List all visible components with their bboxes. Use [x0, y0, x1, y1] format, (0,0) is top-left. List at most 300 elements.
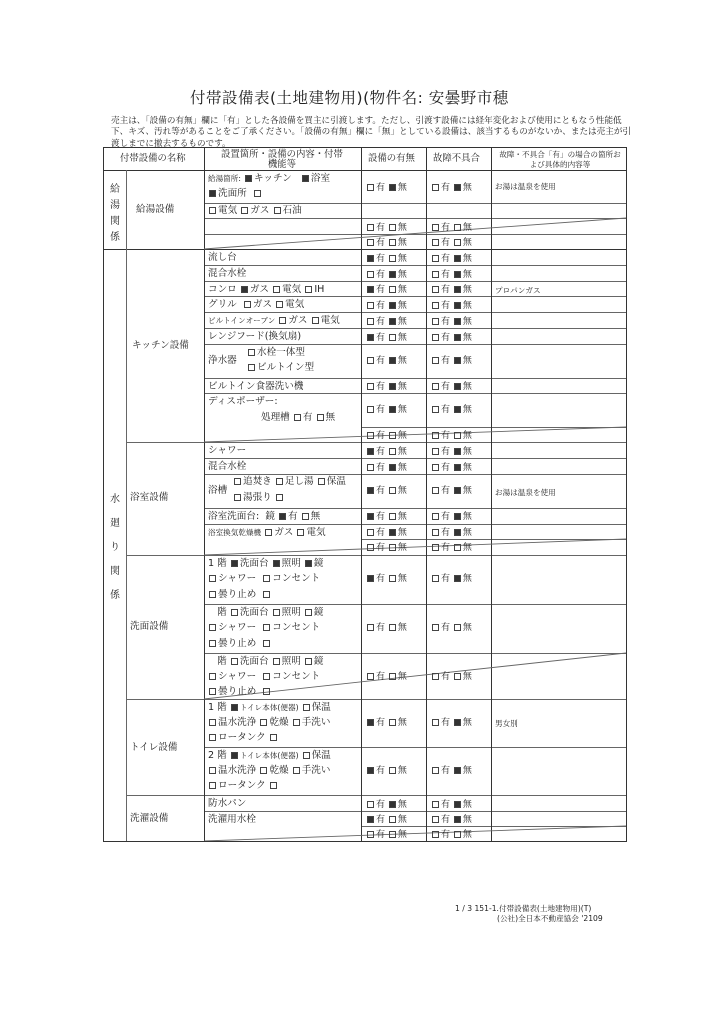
tank-no-checkbox[interactable]	[317, 414, 324, 421]
category-hotwater: 給湯関係	[110, 184, 120, 243]
hotwater-other-checkbox[interactable]	[254, 190, 261, 197]
fault-cell	[431, 316, 475, 328]
presence-no-checkbox[interactable]	[389, 513, 396, 520]
w1-basin-label: 洗面台	[239, 558, 269, 569]
presence-yes-checkbox[interactable]	[367, 544, 374, 551]
presence-yes-checkbox[interactable]	[367, 575, 374, 582]
fault-yes-checkbox[interactable]	[432, 575, 439, 582]
oven-gas-label: ガス	[288, 315, 308, 326]
presence-no-checkbox[interactable]	[389, 673, 396, 680]
t2-dry-checkbox[interactable]	[260, 767, 267, 774]
fault-yes-checkbox[interactable]	[432, 184, 439, 191]
presence-no-checkbox[interactable]	[389, 544, 396, 551]
presence-no-checkbox[interactable]	[389, 184, 396, 191]
presence-no-checkbox[interactable]	[389, 464, 396, 471]
fault-yes-checkbox[interactable]	[432, 224, 439, 231]
presence-yes-checkbox[interactable]	[367, 529, 374, 536]
presence-cell	[366, 573, 410, 585]
washroom2-row2	[208, 622, 320, 634]
hotwater-electric-checkbox[interactable]	[209, 207, 216, 214]
kitchen-oven-row	[208, 315, 340, 327]
fault-no-checkbox[interactable]	[454, 286, 461, 293]
presence-cell	[366, 814, 410, 826]
t1-other-checkbox[interactable]	[270, 734, 277, 741]
w1-other-checkbox[interactable]	[263, 591, 270, 598]
presence-no-checkbox[interactable]	[389, 529, 396, 536]
w2-shower-checkbox[interactable]	[209, 624, 216, 631]
group-washroom: 洗面設備	[130, 621, 169, 632]
stove-gas-label: ガス	[249, 284, 270, 295]
presence-no-label: 無	[397, 528, 407, 538]
fault-yes-checkbox[interactable]	[432, 383, 439, 390]
presence-yes-label: 有	[376, 718, 386, 728]
presence-no-label: 無	[397, 672, 407, 682]
stove-gas-checkbox[interactable]	[241, 286, 248, 293]
fault-yes-checkbox[interactable]	[432, 334, 439, 341]
presence-yes-checkbox[interactable]	[367, 383, 374, 390]
fault-no-checkbox[interactable]	[454, 831, 461, 838]
presence-yes-label: 有	[376, 815, 386, 825]
fault-no-label: 無	[462, 623, 472, 633]
presence-no-checkbox[interactable]	[389, 624, 396, 631]
stove-elec-label: 電気	[282, 284, 302, 295]
toilet2-row1	[208, 750, 331, 762]
presence-yes-label: 有	[376, 238, 386, 248]
fault-no-checkbox[interactable]	[454, 719, 461, 726]
presence-no-label: 無	[397, 223, 407, 233]
presence-yes-checkbox[interactable]	[367, 224, 374, 231]
fault-cell	[431, 446, 475, 458]
washroom1-row1	[208, 558, 324, 570]
keepwarm-checkbox[interactable]	[318, 478, 325, 485]
presence-no-checkbox[interactable]	[389, 302, 396, 309]
presence-no-checkbox[interactable]	[389, 224, 396, 231]
fault-no-label: 無	[462, 815, 472, 825]
notice-text: 売主は、「設備の有無」欄に「有」とした各設備を買主に引渡します。ただし、引渡す設備には経年変化および使用にともなう性能低下、キズ、汚れ等があることをご了承ください。「設備の有無」欄に「無」としている設備は、該当するものがないか、または売主が引渡しまでに撤去するものです。	[111, 116, 632, 149]
fault-yes-label: 有	[441, 447, 451, 457]
fault-no-checkbox[interactable]	[454, 302, 461, 309]
fault-yes-checkbox[interactable]	[432, 624, 439, 631]
fault-no-checkbox[interactable]	[454, 271, 461, 278]
presence-yes-label: 有	[376, 356, 386, 366]
presence-yes-checkbox[interactable]	[367, 184, 374, 191]
fault-yes-checkbox[interactable]	[432, 816, 439, 823]
presence-no-checkbox[interactable]	[389, 575, 396, 582]
presence-no-checkbox[interactable]	[389, 334, 396, 341]
fault-yes-checkbox[interactable]	[432, 719, 439, 726]
w3-shower-checkbox[interactable]	[209, 673, 216, 680]
hotwater-washroom-checkbox[interactable]	[209, 190, 216, 197]
purifier-a-checkbox[interactable]	[248, 349, 255, 356]
fault-yes-checkbox[interactable]	[432, 432, 439, 439]
presence-yes-label: 有	[376, 285, 386, 295]
w1-light-label: 照明	[281, 558, 301, 569]
presence-no-checkbox[interactable]	[389, 719, 396, 726]
floor-unit-label: 階	[217, 607, 227, 618]
fault-yes-checkbox[interactable]	[432, 357, 439, 364]
fault-cell	[431, 717, 475, 729]
presence-no-checkbox[interactable]	[389, 271, 396, 278]
fault-no-label: 無	[462, 672, 472, 682]
w3-antifog-label: 曇り止め	[218, 686, 257, 697]
fault-no-checkbox[interactable]	[454, 487, 461, 494]
fault-no-checkbox[interactable]	[454, 544, 461, 551]
kitchen-purifier-label: 浄水器	[208, 355, 237, 366]
presence-no-checkbox[interactable]	[389, 318, 396, 325]
toilet1-row3	[208, 732, 279, 744]
t1-dry-label: 乾燥	[269, 717, 289, 728]
topup-checkbox[interactable]	[276, 478, 283, 485]
presence-yes-checkbox[interactable]	[367, 816, 374, 823]
fault-no-label: 無	[462, 317, 472, 327]
dryer-elec-checkbox[interactable]	[297, 529, 304, 536]
presence-yes-checkbox[interactable]	[367, 831, 374, 838]
t2-body-checkbox[interactable]	[231, 752, 238, 759]
fault-no-checkbox[interactable]	[454, 334, 461, 341]
toilet-note: 男女別	[495, 719, 518, 728]
fault-no-checkbox[interactable]	[454, 673, 461, 680]
presence-yes-checkbox[interactable]	[367, 302, 374, 309]
w3-mirror-checkbox[interactable]	[305, 658, 312, 665]
fault-no-checkbox[interactable]	[454, 184, 461, 191]
fault-yes-checkbox[interactable]	[432, 529, 439, 536]
w3-basin-label: 洗面台	[239, 656, 269, 667]
fault-cell	[431, 829, 475, 841]
footer-doc-id: 1 / 3 151-1.付帯設備表(土地建物用)(T)	[455, 904, 592, 913]
t2-lowtank-label: ロータンク	[218, 780, 266, 791]
presence-no-label: 無	[397, 766, 407, 776]
presence-cell	[366, 316, 410, 328]
fault-no-checkbox[interactable]	[454, 357, 461, 364]
presence-yes-label: 有	[376, 223, 386, 233]
stove-ih-label: IH	[314, 284, 325, 295]
presence-cell	[366, 622, 410, 634]
t2-keepwarm-label: 保温	[311, 750, 331, 761]
presence-yes-checkbox[interactable]	[367, 239, 374, 246]
fault-yes-checkbox[interactable]	[432, 513, 439, 520]
fault-no-label: 無	[462, 333, 472, 343]
presence-yes-checkbox[interactable]	[367, 464, 374, 471]
fault-no-checkbox[interactable]	[454, 767, 461, 774]
fault-yes-checkbox[interactable]	[432, 318, 439, 325]
bath-dryer-label: 浴室換気乾燥機	[208, 528, 262, 537]
fault-yes-checkbox[interactable]	[432, 767, 439, 774]
presence-no-label: 無	[397, 574, 407, 584]
presence-yes-label: 有	[376, 463, 386, 473]
fault-yes-checkbox[interactable]	[432, 406, 439, 413]
w1-light-checkbox[interactable]	[273, 560, 280, 567]
fault-cell	[431, 182, 475, 194]
w1-mirror-checkbox[interactable]	[305, 560, 312, 567]
floor-unit-label: 階	[217, 656, 227, 667]
reheat-checkbox[interactable]	[234, 478, 241, 485]
w2-light-checkbox[interactable]	[273, 609, 280, 616]
presence-no-label: 無	[397, 431, 407, 441]
hotwater-gas-checkbox[interactable]	[241, 207, 248, 214]
presence-no-label: 無	[397, 800, 407, 810]
w2-outlet-checkbox[interactable]	[263, 624, 270, 631]
presence-no-label: 無	[397, 270, 407, 280]
presence-cell	[366, 355, 410, 367]
presence-no-label: 無	[397, 830, 407, 840]
grill-elec-checkbox[interactable]	[276, 301, 283, 308]
stove-elec-checkbox[interactable]	[273, 286, 280, 293]
bath-other-checkbox[interactable]	[276, 494, 283, 501]
hotwater-washroom-row	[208, 188, 263, 200]
fault-yes-checkbox[interactable]	[432, 673, 439, 680]
presence-no-checkbox[interactable]	[389, 432, 396, 439]
fault-no-checkbox[interactable]	[454, 624, 461, 631]
fault-yes-checkbox[interactable]	[432, 487, 439, 494]
presence-no-checkbox[interactable]	[389, 801, 396, 808]
fault-no-checkbox[interactable]	[454, 575, 461, 582]
presence-yes-checkbox[interactable]	[367, 432, 374, 439]
fault-cell	[431, 573, 475, 585]
mirror-no-checkbox[interactable]	[302, 513, 309, 520]
bath-tub-options-row	[233, 476, 346, 488]
presence-yes-checkbox[interactable]	[367, 271, 374, 278]
oven-gas-checkbox[interactable]	[279, 317, 286, 324]
category-water: 水廻り関係	[110, 494, 120, 601]
tank-yes-checkbox[interactable]	[294, 414, 301, 421]
group-hotwater: 給湯設備	[136, 204, 175, 215]
fault-no-checkbox[interactable]	[454, 239, 461, 246]
presence-cell	[366, 511, 410, 523]
keepwarm-label: 保温	[326, 476, 346, 487]
fault-yes-checkbox[interactable]	[432, 831, 439, 838]
kitchen-stove-label: コンロ	[208, 284, 237, 295]
presence-no-label: 無	[397, 254, 407, 264]
bath-dryer-row	[208, 527, 326, 539]
presence-no-label: 無	[397, 447, 407, 457]
presence-yes-checkbox[interactable]	[367, 334, 374, 341]
w2-mirror-checkbox[interactable]	[305, 609, 312, 616]
presence-no-checkbox[interactable]	[389, 448, 396, 455]
presence-yes-label: 有	[376, 270, 386, 280]
floor-unit-label: 階	[217, 702, 227, 713]
t1-lowtank-label: ロータンク	[218, 732, 266, 743]
fault-yes-checkbox[interactable]	[432, 286, 439, 293]
fault-no-checkbox[interactable]	[454, 448, 461, 455]
fault-yes-checkbox[interactable]	[432, 302, 439, 309]
fault-no-checkbox[interactable]	[454, 383, 461, 390]
fault-yes-checkbox[interactable]	[432, 255, 439, 262]
presence-yes-checkbox[interactable]	[367, 406, 374, 413]
fault-no-checkbox[interactable]	[454, 432, 461, 439]
presence-cell	[366, 542, 410, 554]
presence-yes-checkbox[interactable]	[367, 513, 374, 520]
presence-no-label: 無	[397, 543, 407, 553]
washroom2-row1	[208, 607, 324, 619]
washroom3-row2	[208, 671, 320, 683]
presence-yes-label: 有	[376, 447, 386, 457]
t1-keepwarm-checkbox[interactable]	[303, 704, 310, 711]
presence-no-label: 無	[397, 486, 407, 496]
group-toilet: トイレ設備	[130, 742, 178, 753]
fault-no-checkbox[interactable]	[454, 464, 461, 471]
toilet2-row2	[208, 765, 330, 777]
w3-outlet-checkbox[interactable]	[263, 673, 270, 680]
presence-no-checkbox[interactable]	[389, 831, 396, 838]
t1-washlet-checkbox[interactable]	[209, 719, 216, 726]
presence-no-label: 無	[397, 512, 407, 522]
oven-elec-checkbox[interactable]	[312, 317, 319, 324]
presence-no-label: 無	[397, 405, 407, 415]
header-fault: 故障不具合	[433, 153, 480, 164]
hotwater-oil-checkbox[interactable]	[274, 207, 281, 214]
presence-no-label: 無	[397, 317, 407, 327]
t2-other-checkbox[interactable]	[270, 782, 277, 789]
bath-mirror-label: 鏡	[265, 511, 275, 522]
fault-no-label: 無	[462, 270, 472, 280]
dryer-gas-checkbox[interactable]	[265, 529, 272, 536]
t1-handwash-label: 手洗い	[301, 717, 331, 728]
fault-cell	[431, 622, 475, 634]
presence-yes-label: 有	[376, 382, 386, 392]
hotwater-note: お湯は温泉を使用	[495, 182, 556, 191]
floor-unit-label: 階	[217, 750, 227, 761]
bath-tub-label: 浴槽	[208, 485, 228, 496]
fault-yes-checkbox[interactable]	[432, 801, 439, 808]
w1-basin-checkbox[interactable]	[231, 560, 238, 567]
w2-light-label: 照明	[281, 607, 301, 618]
presence-yes-checkbox[interactable]	[367, 767, 374, 774]
presence-cell	[366, 182, 410, 194]
fault-cell	[431, 511, 475, 523]
presence-yes-label: 有	[376, 183, 386, 193]
t1-dry-checkbox[interactable]	[260, 719, 267, 726]
kitchen-grill-row	[208, 299, 304, 311]
t2-keepwarm-checkbox[interactable]	[303, 752, 310, 759]
fault-no-label: 無	[462, 254, 472, 264]
fault-yes-label: 有	[441, 830, 451, 840]
presence-yes-checkbox[interactable]	[367, 487, 374, 494]
w2-basin-checkbox[interactable]	[231, 609, 238, 616]
fault-no-label: 無	[462, 718, 472, 728]
kitchen-hood-label: レンジフード(換気扇)	[208, 331, 302, 342]
hotwater-kitchen-checkbox[interactable]	[245, 175, 252, 182]
w1-shower-label: シャワー	[218, 573, 257, 584]
toilet1-row1	[208, 702, 331, 714]
w3-other-checkbox[interactable]	[263, 688, 270, 695]
presence-yes-checkbox[interactable]	[367, 255, 374, 262]
presence-yes-checkbox[interactable]	[367, 448, 374, 455]
fault-no-checkbox[interactable]	[454, 406, 461, 413]
fault-no-label: 無	[462, 766, 472, 776]
presence-no-checkbox[interactable]	[389, 406, 396, 413]
t2-handwash-label: 手洗い	[301, 765, 331, 776]
fault-no-checkbox[interactable]	[454, 801, 461, 808]
presence-no-checkbox[interactable]	[389, 357, 396, 364]
kitchen-faucet-label: 混合水栓	[208, 268, 247, 279]
t2-washlet-checkbox[interactable]	[209, 767, 216, 774]
fault-yes-checkbox[interactable]	[432, 544, 439, 551]
purifier-a-row	[247, 347, 305, 359]
fault-yes-label: 有	[441, 718, 451, 728]
washroom3-row3	[208, 686, 272, 698]
stove-ih-checkbox[interactable]	[305, 286, 312, 293]
washroom1-row3	[208, 589, 272, 601]
w3-basin-checkbox[interactable]	[231, 658, 238, 665]
presence-cell	[366, 269, 410, 281]
t2-handwash-checkbox[interactable]	[293, 767, 300, 774]
presence-no-checkbox[interactable]	[389, 487, 396, 494]
w1-antifog-checkbox[interactable]	[209, 591, 216, 598]
presence-cell	[366, 717, 410, 729]
w1-shower-checkbox[interactable]	[209, 575, 216, 582]
fault-no-checkbox[interactable]	[454, 224, 461, 231]
presence-no-checkbox[interactable]	[389, 767, 396, 774]
presence-yes-checkbox[interactable]	[367, 318, 374, 325]
presence-cell	[366, 671, 410, 683]
fault-no-checkbox[interactable]	[454, 255, 461, 262]
header-content: 設置箇所・設備の内容・付帯機能等	[221, 149, 343, 170]
presence-yes-checkbox[interactable]	[367, 801, 374, 808]
presence-no-label: 無	[397, 183, 407, 193]
bath-vanity-label: 浴室洗面台:	[208, 511, 260, 522]
fault-yes-label: 有	[441, 285, 451, 295]
presence-no-checkbox[interactable]	[389, 255, 396, 262]
hotwater-bath-checkbox[interactable]	[302, 175, 309, 182]
w1-outlet-checkbox[interactable]	[263, 575, 270, 582]
fault-yes-label: 有	[441, 815, 451, 825]
fault-yes-checkbox[interactable]	[432, 239, 439, 246]
t1-handwash-checkbox[interactable]	[293, 719, 300, 726]
mirror-yes-checkbox[interactable]	[279, 513, 286, 520]
fault-cell	[431, 485, 475, 497]
w2-other-checkbox[interactable]	[263, 640, 270, 647]
t2-lowtank-checkbox[interactable]	[209, 782, 216, 789]
presence-no-checkbox[interactable]	[389, 286, 396, 293]
fault-yes-checkbox[interactable]	[432, 271, 439, 278]
presence-yes-checkbox[interactable]	[367, 357, 374, 364]
purifier-b-checkbox[interactable]	[248, 364, 255, 371]
w2-antifog-checkbox[interactable]	[209, 640, 216, 647]
fault-yes-label: 有	[441, 463, 451, 473]
fault-yes-checkbox[interactable]	[432, 448, 439, 455]
fault-no-checkbox[interactable]	[454, 513, 461, 520]
topup-label: 足し湯	[284, 476, 314, 487]
fault-yes-checkbox[interactable]	[432, 464, 439, 471]
t1-body-checkbox[interactable]	[231, 704, 238, 711]
presence-yes-checkbox[interactable]	[367, 624, 374, 631]
header-name: 付帯設備の名称	[120, 153, 186, 164]
presence-no-checkbox[interactable]	[389, 383, 396, 390]
washroom2-row3	[208, 638, 272, 650]
presence-yes-checkbox[interactable]	[367, 719, 374, 726]
presence-cell	[366, 222, 410, 234]
presence-no-checkbox[interactable]	[389, 816, 396, 823]
t1-lowtank-checkbox[interactable]	[209, 734, 216, 741]
fault-no-checkbox[interactable]	[454, 318, 461, 325]
w3-antifog-checkbox[interactable]	[209, 688, 216, 695]
presence-yes-checkbox[interactable]	[367, 673, 374, 680]
w3-light-checkbox[interactable]	[273, 658, 280, 665]
w3-mirror-label: 鏡	[313, 656, 324, 667]
fault-no-label: 無	[462, 800, 472, 810]
w2-shower-label: シャワー	[218, 622, 257, 633]
t2-washlet-label: 温水洗浄	[218, 765, 257, 776]
fault-no-checkbox[interactable]	[454, 816, 461, 823]
autofill-checkbox[interactable]	[234, 494, 241, 501]
toilet1-floor: 1	[208, 702, 215, 713]
fault-no-label: 無	[462, 382, 472, 392]
washroom1-row2	[208, 573, 320, 585]
presence-no-checkbox[interactable]	[389, 239, 396, 246]
fault-no-checkbox[interactable]	[454, 529, 461, 536]
grill-gas-checkbox[interactable]	[244, 301, 251, 308]
presence-yes-checkbox[interactable]	[367, 286, 374, 293]
